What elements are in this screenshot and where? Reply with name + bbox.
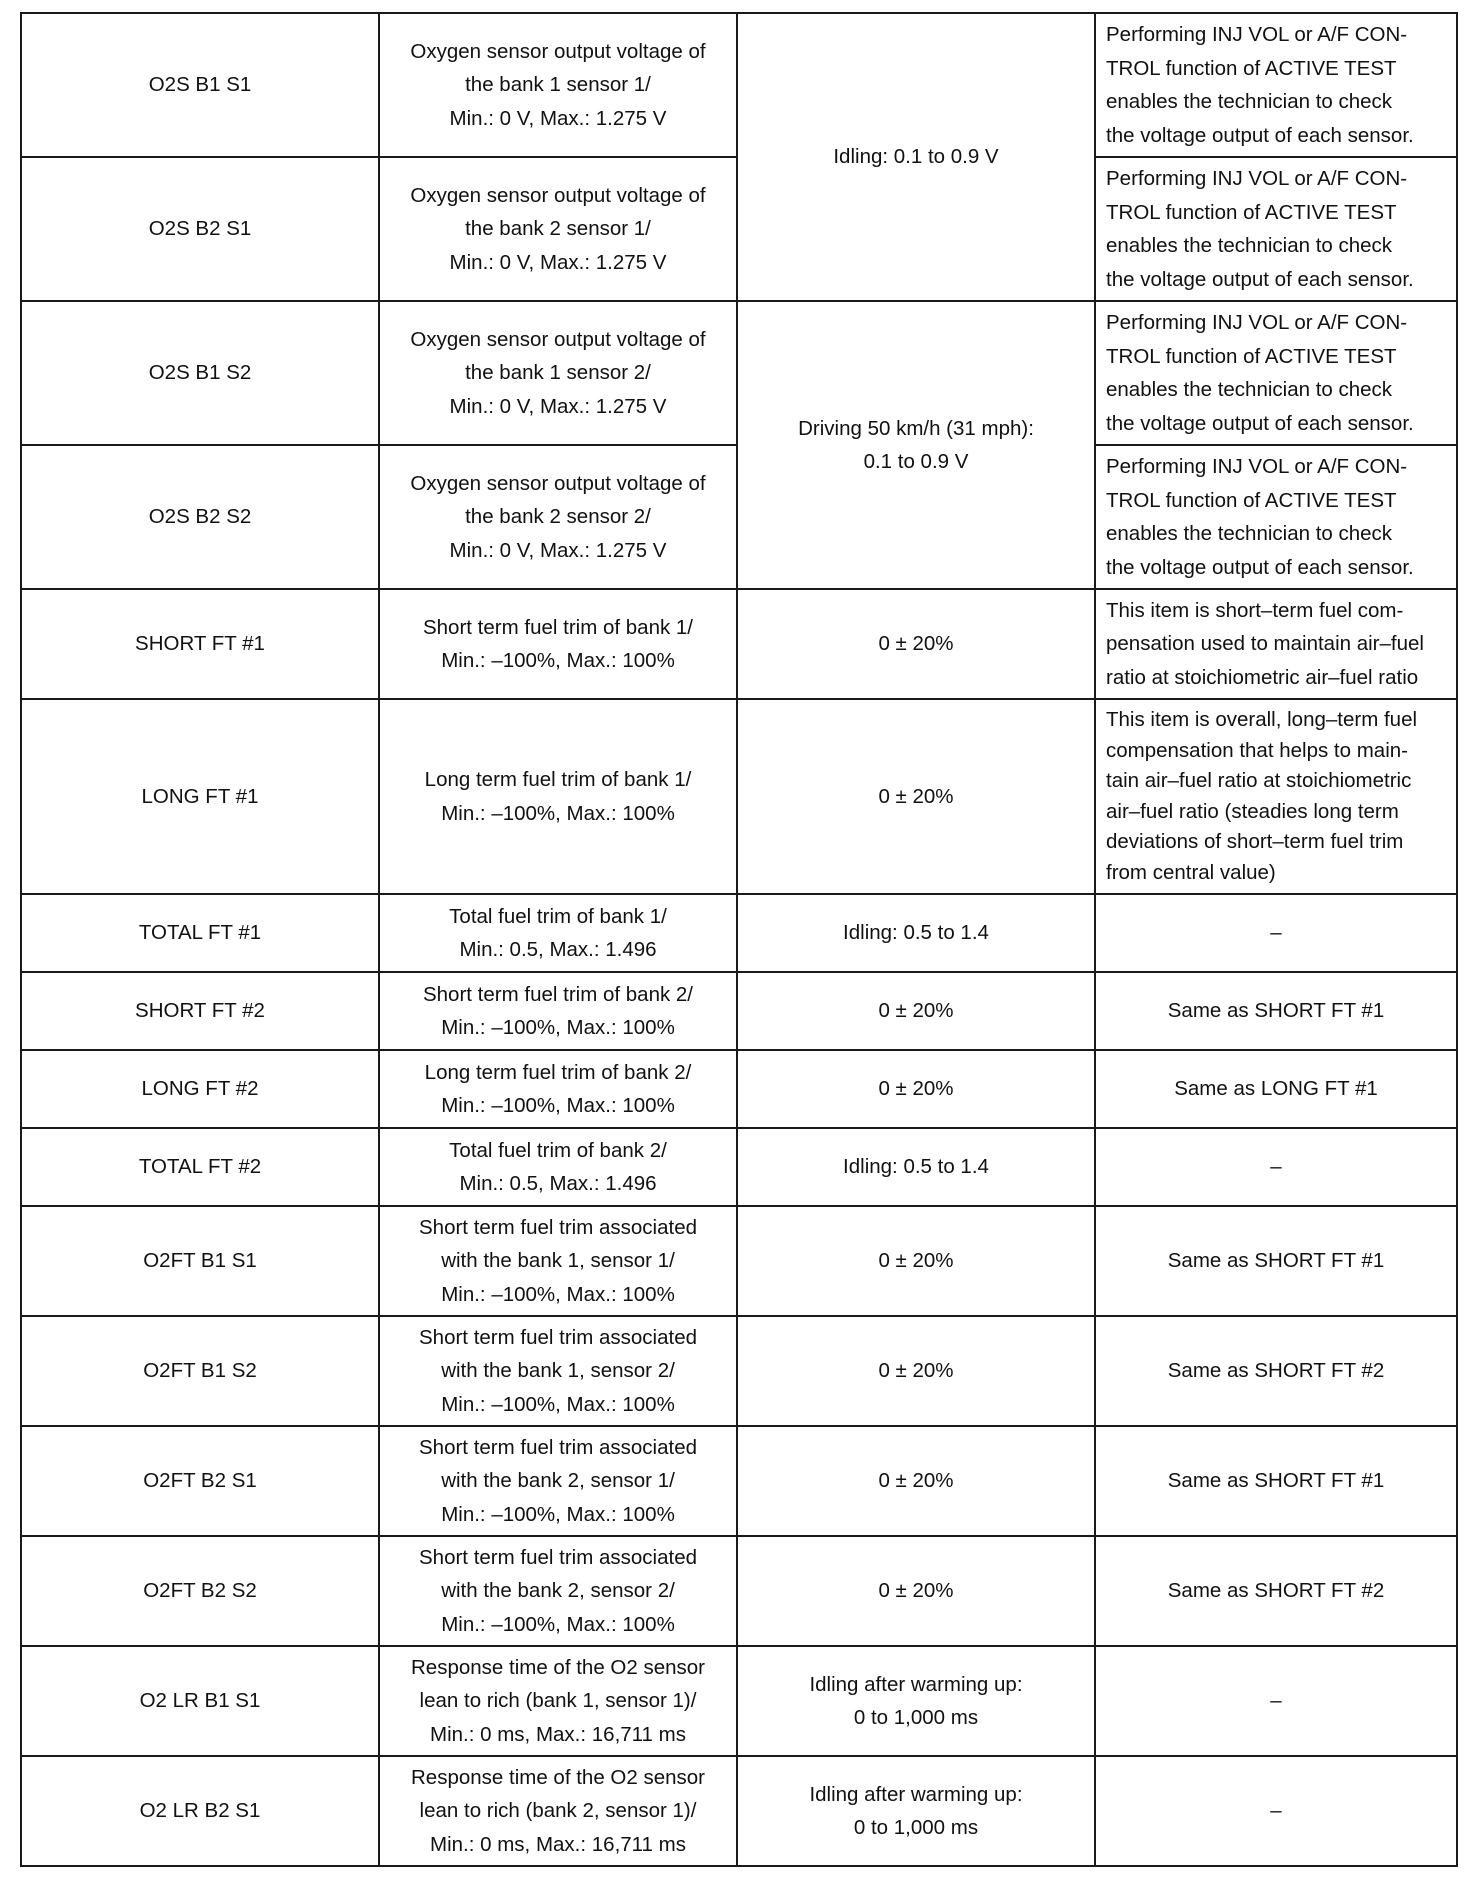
table-row [21, 1646, 1457, 1756]
table-row [21, 699, 1457, 894]
diagnostic-note-cell: This item is short–term fuel com- pensation used to maintain air–fuel ratio at stoichiometric air–fuel ratio [1095, 589, 1457, 699]
diagnostic-note-cell: Performing INJ VOL or A/F CON- TROL function of ACTIVE TEST enables the technician to check the voltage output of each sensor. [1095, 13, 1457, 157]
normal-condition-cell: 0 ± 20% [737, 1206, 1095, 1316]
table-row [21, 301, 1457, 445]
normal-condition-cell: 0 ± 20% [737, 1426, 1095, 1536]
table-row [21, 972, 1457, 1050]
item-cell: O2FT B2 S1 [21, 1426, 379, 1536]
item-cell: LONG FT #2 [21, 1050, 379, 1128]
table-row [21, 1128, 1457, 1206]
item-cell: TOTAL FT #1 [21, 894, 379, 972]
normal-condition-cell: Idling after warming up: 0 to 1,000 ms [737, 1646, 1095, 1756]
normal-condition-cell: Idling: 0.1 to 0.9 V [737, 13, 1095, 301]
diagnostic-note-cell: Performing INJ VOL or A/F CON- TROL function of ACTIVE TEST enables the technician to check the voltage output of each sensor. [1095, 301, 1457, 445]
diagnostic-note-cell: Same as SHORT FT #1 [1095, 1426, 1457, 1536]
measurement-cell: Oxygen sensor output voltage of the bank 1 sensor 1/ Min.: 0 V, Max.: 1.275 V [379, 13, 737, 157]
diagnostic-note-cell: Performing INJ VOL or A/F CON- TROL function of ACTIVE TEST enables the technician to check the voltage output of each sensor. [1095, 157, 1457, 301]
diagnostic-note-cell: – [1095, 1756, 1457, 1866]
table-row [21, 589, 1457, 699]
item-cell: O2FT B2 S2 [21, 1536, 379, 1646]
measurement-cell: Oxygen sensor output voltage of the bank 2 sensor 2/ Min.: 0 V, Max.: 1.275 V [379, 445, 737, 589]
item-cell: O2 LR B2 S1 [21, 1756, 379, 1866]
item-cell: O2S B2 S1 [21, 157, 379, 301]
measurement-cell: Short term fuel trim associated with the bank 2, sensor 1/ Min.: –100%, Max.: 100% [379, 1426, 737, 1536]
diagnostic-note-cell: – [1095, 1646, 1457, 1756]
item-cell: TOTAL FT #2 [21, 1128, 379, 1206]
item-cell: SHORT FT #2 [21, 972, 379, 1050]
item-cell: O2S B1 S1 [21, 13, 379, 157]
normal-condition-cell: 0 ± 20% [737, 1536, 1095, 1646]
table-row [21, 1206, 1457, 1316]
item-cell: LONG FT #1 [21, 699, 379, 894]
diagnostic-note-cell: – [1095, 1128, 1457, 1206]
measurement-cell: Short term fuel trim associated with the bank 1, sensor 2/ Min.: –100%, Max.: 100% [379, 1316, 737, 1426]
item-cell: SHORT FT #1 [21, 589, 379, 699]
measurement-cell: Short term fuel trim of bank 1/ Min.: –100%, Max.: 100% [379, 589, 737, 699]
diagnostic-note-cell: Same as SHORT FT #2 [1095, 1536, 1457, 1646]
measurement-cell: Long term fuel trim of bank 1/ Min.: –100%, Max.: 100% [379, 699, 737, 894]
diagnostic-note-cell: Same as SHORT FT #2 [1095, 1316, 1457, 1426]
normal-condition-cell: Idling: 0.5 to 1.4 [737, 1128, 1095, 1206]
table-row [21, 13, 1457, 157]
measurement-cell: Long term fuel trim of bank 2/ Min.: –100%, Max.: 100% [379, 1050, 737, 1128]
normal-condition-cell: 0 ± 20% [737, 1316, 1095, 1426]
item-cell: O2S B2 S2 [21, 445, 379, 589]
item-cell: O2FT B1 S2 [21, 1316, 379, 1426]
item-cell: O2FT B1 S1 [21, 1206, 379, 1316]
table-row [21, 1536, 1457, 1646]
measurement-cell: Total fuel trim of bank 2/ Min.: 0.5, Max.: 1.496 [379, 1128, 737, 1206]
diagnostic-note-cell: – [1095, 894, 1457, 972]
table-row [21, 1316, 1457, 1426]
item-cell: O2S B1 S2 [21, 301, 379, 445]
diagnostic-note-cell: Same as SHORT FT #1 [1095, 1206, 1457, 1316]
measurement-cell: Oxygen sensor output voltage of the bank 1 sensor 2/ Min.: 0 V, Max.: 1.275 V [379, 301, 737, 445]
normal-condition-cell: 0 ± 20% [737, 1050, 1095, 1128]
normal-condition-cell: 0 ± 20% [737, 699, 1095, 894]
normal-condition-cell: Idling: 0.5 to 1.4 [737, 894, 1095, 972]
table-row [21, 1050, 1457, 1128]
normal-condition-cell: 0 ± 20% [737, 589, 1095, 699]
normal-condition-cell: 0 ± 20% [737, 972, 1095, 1050]
table-row [21, 1426, 1457, 1536]
measurement-cell: Oxygen sensor output voltage of the bank 2 sensor 1/ Min.: 0 V, Max.: 1.275 V [379, 157, 737, 301]
diagnostic-note-cell: Performing INJ VOL or A/F CON- TROL function of ACTIVE TEST enables the technician to check the voltage output of each sensor. [1095, 445, 1457, 589]
item-cell: O2 LR B1 S1 [21, 1646, 379, 1756]
diagnostic-note-cell: Same as LONG FT #1 [1095, 1050, 1457, 1128]
diagnostic-note-cell: Same as SHORT FT #1 [1095, 972, 1457, 1050]
diagnostic-note-cell: This item is overall, long–term fuel compensation that helps to main- tain air–fuel ratio at stoichiometric air–fuel ratio (steadies long term deviations of short–term fuel trim from central value) [1095, 699, 1457, 894]
normal-condition-cell: Idling after warming up: 0 to 1,000 ms [737, 1756, 1095, 1866]
measurement-cell: Response time of the O2 sensor lean to rich (bank 1, sensor 1)/ Min.: 0 ms, Max.: 16,711 ms [379, 1646, 737, 1756]
measurement-cell: Total fuel trim of bank 1/ Min.: 0.5, Max.: 1.496 [379, 894, 737, 972]
data-list-table [20, 12, 1458, 1867]
measurement-cell: Response time of the O2 sensor lean to rich (bank 2, sensor 1)/ Min.: 0 ms, Max.: 16,711 ms [379, 1756, 737, 1866]
table-row [21, 894, 1457, 972]
table-row [21, 1756, 1457, 1866]
measurement-cell: Short term fuel trim associated with the bank 1, sensor 1/ Min.: –100%, Max.: 100% [379, 1206, 737, 1316]
measurement-cell: Short term fuel trim associated with the bank 2, sensor 2/ Min.: –100%, Max.: 100% [379, 1536, 737, 1646]
measurement-cell: Short term fuel trim of bank 2/ Min.: –100%, Max.: 100% [379, 972, 737, 1050]
normal-condition-cell: Driving 50 km/h (31 mph): 0.1 to 0.9 V [737, 301, 1095, 589]
